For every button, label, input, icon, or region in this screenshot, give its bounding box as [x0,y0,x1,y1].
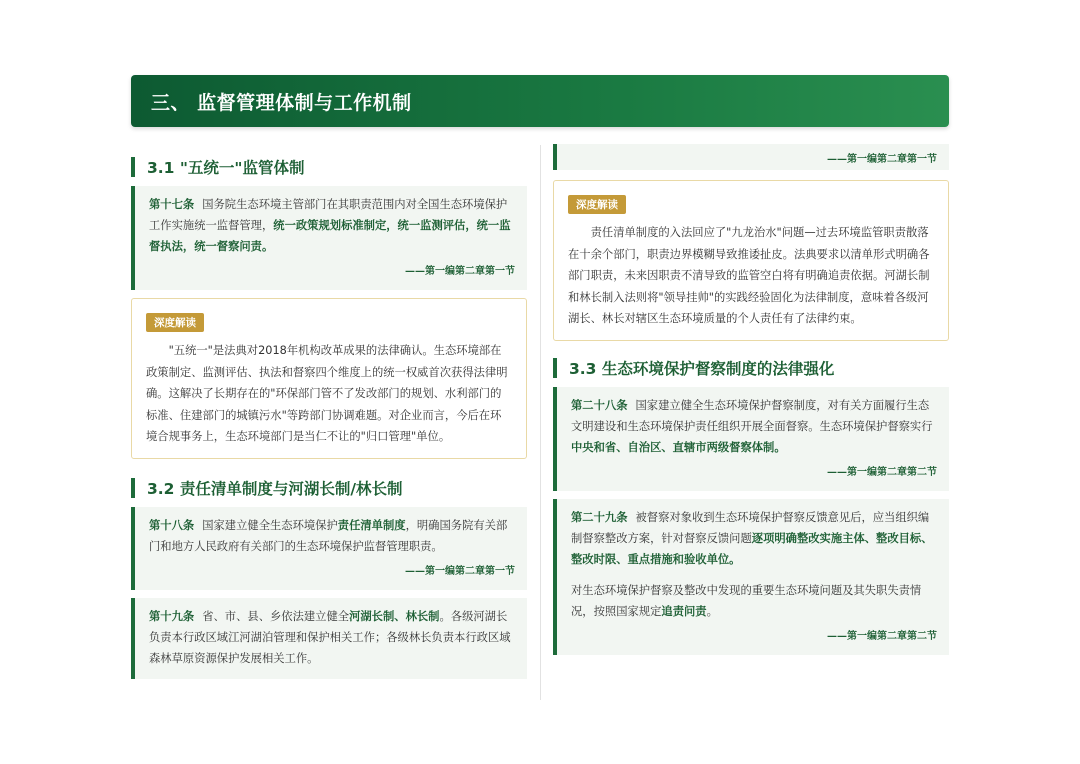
article-29-body: 第二十九条 被督察对象收到生态环境保护督察反馈意见后，应当组织编制督察整改方案，针对督察反馈问题逐项明确整改实施主体、整改目标、整改时限、重点措施和验收单位。 [571,510,933,566]
article-number: 第十八条 [149,518,195,532]
article-19 [131,598,527,679]
column-divider [540,145,541,700]
article-18-body: 第十八条 国家建立健全生态环境保护责任清单制度，明确国务院有关部门和地方人民政府有关部门的生态环境保护监督管理职责。 [149,518,508,553]
article-28 [553,387,949,491]
article-number: 第二十八条 [571,398,628,412]
highlight: 中央和省、自治区、直辖市两级督察体制。 [571,440,786,454]
highlight: 追责问责 [661,604,707,618]
title-accent-bar [131,157,135,177]
interpretation-box-2 [553,180,949,341]
highlight: 逐项明确整改实施主体、整改目标、整改时限、重点措施和验收单位。 [571,531,933,566]
interpretation-text: "五统一"是法典对2018年机构改革成果的法律确认。生态环境部在政策制定、监测评估、执法和督察四个维度上的统一权威首次获得法律明确。这解决了长期存在的"环保部门管不了发改部门的规划、水利部门的标准、住建部门的城镇污水"等跨部门协调难题。对企业而言，今后在环境合规事务上，生态环境部门是当仁不让的"归口管理"单位。 [146,344,508,443]
subsection-title-3-3: 3.3 生态环境保护督察制度的法律强化 [553,355,949,381]
highlight: 责任清单制度 [337,518,406,532]
section-header [131,75,949,127]
highlight: 河湖长制、林长制 [349,609,440,623]
title-accent-bar [131,478,135,498]
source-reference: ——第一编第二章第二节 [827,466,937,478]
source-reference: ——第一编第二章第一节 [405,565,515,577]
subsection-title-3-1: 3.1 "五统一"监管体制 [131,154,527,180]
article-29-paragraph-2: 对生态环境保护督察及整改中发现的重要生态环境问题及其失职失责情况，按照国家规定追责问责。 [571,583,922,618]
source-reference: ——第一编第二章第一节 [405,266,515,277]
interpretation-box-1 [131,298,527,459]
article-29 [553,499,949,655]
interpretation-badge: 深度解读 [568,195,626,214]
article-18 [131,507,527,590]
article-number: 第十九条 [149,609,195,623]
article-17 [131,186,527,290]
article-19-body: 第十九条 省、市、县、乡依法建立健全河湖长制、林长制。各级河湖长负责本行政区域江河湖泊管理和保护相关工作；各级林长负责本行政区域森林草原资源保护发展相关工作。 [149,609,511,665]
continued-source-reference: ——第一编第二章第一节 [553,144,949,170]
article-number: 第二十九条 [571,510,628,524]
source-reference: ——第一编第二章第二节 [827,630,937,642]
article-number: 第十七条 [149,198,195,211]
title-accent-bar [553,358,557,378]
subsection-title-3-2: 3.2 责任清单制度与河湖长制/林长制 [131,475,527,501]
article-17-body: 第十七条 国务院生态环境主管部门在其职责范围内对全国生态环境保护工作实施统一监督管理，统一政策规划标准制定，统一监测评估，统一监督执法，统一督察问责。 [149,198,511,253]
highlight: 统一政策规划标准制定，统一监测评估，统一监督执法，统一督察问责。 [149,219,511,253]
interpretation-text: 责任清单制度的入法回应了"九龙治水"问题—过去环境监管职责散落在十余个部门，职责边界模糊导致推诿扯皮。法典要求以清单形式明确各部门职责，未来因职责不清导致的监管空白将有明确追责依据。河湖长制和林长制入法则将"领导挂帅"的实践经验固化为法律制度，意味着各级河湖长、林长对辖区生态环境质量的个人责任有了法律约束。 [568,226,930,325]
left-column [131,140,527,679]
article-28-body: 第二十八条 国家建立健全生态环境保护督察制度，对有关方面履行生态文明建设和生态环境保护责任组织开展全面督察。生态环境保护督察实行中央和省、自治区、直辖市两级督察体制。 [571,398,933,454]
right-column [553,140,949,655]
interpretation-badge: 深度解读 [146,313,204,332]
section-title: 三、 监督管理体制与工作机制 [151,91,412,114]
